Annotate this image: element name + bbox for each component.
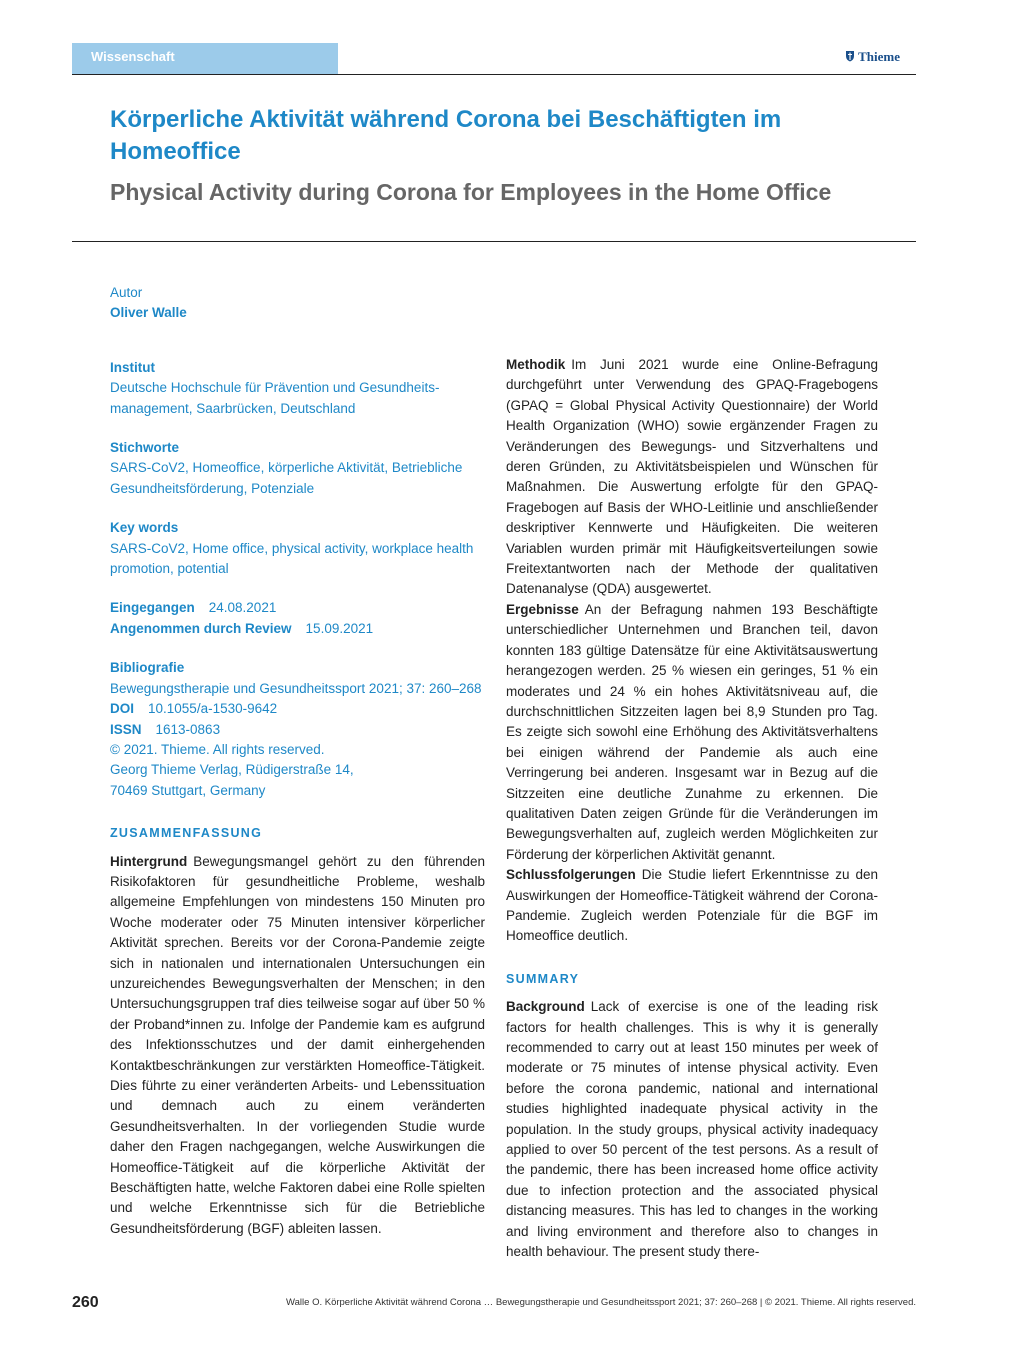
background-label: Background — [506, 999, 585, 1015]
accepted-date: 15.09.2021 — [305, 620, 374, 636]
issn-line — [110, 720, 485, 740]
author-name: Oliver Walle — [110, 305, 187, 321]
methodik-paragraph — [506, 355, 878, 600]
background-paragraph — [506, 997, 878, 1262]
section-tab: Wissenschaft — [72, 43, 338, 75]
thieme-logo-icon — [845, 50, 855, 62]
schluss-label: Schlussfolgerungen — [506, 867, 636, 883]
stichworte-text: SARS-CoV2, Homeoffice, körperliche Aktivität, Betriebliche Gesundheitsförderung, Potenziale — [110, 460, 463, 496]
accepted-label: Angenommen durch Review — [110, 620, 292, 636]
methodik-text: Im Juni 2021 wurde eine Online-Befragung durchgeführt unter Verwendung des GPAQ-Fragebogens (GPAQ = Global Physical Activity Questionnaire) der World Health Organization (WHO) sowie ergänzender Fragen zu Veränderungen des Bewegungs- und Sitzverhaltens und deren Gründen, zu Aktivitätsbeispielen und Wünschen für Maßnahmen. Die Auswertung erfolgte für den GPAQ-Fragebogen auf Basis der WHO-Leitlinie und anschließender deskriptiver Kennwerte und Häufigkeiten. Die weiteren Variablen wurden primär mit Häufigkeitsverteilungen sowie Freitextantworten nach der Methode der qualitativen Datenanalyse (QDA) ausgewertet. — [506, 357, 878, 597]
publisher-address-line-2: 70469 Stuttgart, Germany — [110, 782, 266, 798]
institute-block — [110, 358, 485, 419]
bibliography-label: Bibliografie — [110, 660, 185, 676]
issn-label: ISSN — [110, 721, 142, 737]
doi-line — [110, 699, 485, 719]
bibliography-journal: Bewegungstherapie und Gesundheitssport 2021; 37: 260–268 — [110, 680, 482, 696]
right-column — [506, 355, 878, 1262]
title-german: Körperliche Aktivität während Corona bei Beschäftigten im Homeoffice — [110, 106, 782, 165]
zusammenfassung-heading: ZUSAMMENFASSUNG — [110, 826, 263, 841]
doi-value[interactable]: 10.1055/a-1530-9642 — [148, 701, 278, 717]
keywords-text: SARS-CoV2, Home office, physical activity, workplace health promotion, potential — [110, 540, 474, 577]
copyright-text: © 2021. Thieme. All rights reserved. — [110, 741, 325, 757]
schluss-paragraph — [506, 865, 878, 947]
methodik-label: Methodik — [506, 357, 566, 372]
summary-heading: SUMMARY — [506, 971, 580, 986]
background-text: Lack of exercise is one of the leading risk factors for health challenges. This is why it is generally recommended to carry out at least 150 minutes per week of moderate or 75 minutes of intense physical activity. Even before the corona pandemic, national and international studies highlighted inadequate physical activity in the population. In the study groups, physical activity inadequacy applied to over 50 percent of the test persons. As a result of the pandemic, there has been increased home office activity due to infection protection and the associated physical distancing measures. This has led to changes in the working and living environment and therefore also to changes in health behaviour. The present study there- — [506, 999, 878, 1260]
keywords-block — [110, 518, 485, 579]
header-rule — [72, 74, 916, 75]
publisher-address-line-1: Georg Thieme Verlag, Rüdigerstraße 14, — [110, 762, 354, 778]
author-block — [110, 283, 485, 324]
stichworte-block — [110, 438, 485, 499]
publisher-logo — [845, 49, 900, 65]
title-rule — [72, 241, 916, 242]
received-date: 24.08.2021 — [208, 600, 277, 616]
stichworte-label: Stichworte — [110, 440, 180, 456]
hintergrund-label: Hintergrund — [110, 853, 188, 869]
left-column — [110, 283, 485, 1239]
issn-value: 1613-0863 — [155, 721, 221, 737]
ergebnisse-label: Ergebnisse — [506, 601, 579, 617]
received-line — [110, 598, 485, 618]
footer-citation: Walle O. Körperliche Aktivität während Corona … Bewegungstherapie und Gesundheitssport 2021; 37: 260–268 | © 2021. Thieme. All rights reserved. — [286, 1297, 916, 1308]
publisher-name: Thieme — [858, 49, 900, 64]
institute-label: Institut — [110, 359, 155, 375]
ergebnisse-paragraph — [506, 600, 878, 865]
dates-block — [110, 598, 485, 639]
accepted-line — [110, 619, 485, 639]
hintergrund-text: Bewegungsmangel gehört zu den führenden Risikofaktoren für gesundheitliche Probleme, weshalb allgemeine Empfehlungen von mindestens 150 Minuten pro Woche moderater oder 75 Minuten intensiver körperlicher Aktivität sprechen. Bereits vor der Corona-Pandemie zeigte sich in nationalen und internationalen Untersuchungen ein unzureichendes Bewegungsverhalten der Menschen; in den Untersuchungsgruppen traf dies teilweise sogar auf über 50 % der Proband*innen zu. Infolge der Pandemie kam es aufgrund des Infektionsschutzes und der damit einhergehenden Kontaktbeschränkungen zur verstärkten Homeoffice-Tätigkeit. Dies führte zu einer veränderten Arbeits- und Lebenssituation und demnach auch zu einem veränderten Gesundheitsverhalten. In der vorliegenden Studie wurde daher den Fragen nachgegangen, welche Auswirkungen die Homeoffice-Tätigkeit auf die körperliche Aktivität der Beschäftigten hatte, welche Faktoren dabei eine Rolle spielten und welche Erkenntnisse sich für die Betriebliche Gesundheitsförderung (BGF) ableiten lassen. — [110, 853, 485, 1236]
author-label: Autor — [110, 285, 143, 300]
ergebnisse-text: An der Befragung nahmen 193 Beschäftigte unterschiedlicher Unternehmen und Branchen teil, davon konnten 183 gültige Datensätze für eine Aktivitätsauswertung herangezogen werden. 25 % wiesen ein geringes, 51 % ein moderates und 24 % ein hohes Aktivitätsniveau auf, die durchschnittlichen Sitzzeiten lagen bei 8,9 Stunden pro Tag. Es zeigte sich sowohl eine Erhöhung des Aktivitätsverhaltens bei einigen während der Pandemie als auch eine Verringerung bei anderen. Insgesamt war in Bezug auf die Sitzzeiten eine deutliche Zunahme zu erkennen. Die qualitativen Daten zeigen Gründe für die Veränderungen im Bewegungsverhalten auf, zugleich werden Möglichkeiten zur Förderung der körperlichen Aktivität genannt. — [506, 601, 878, 862]
keywords-label: Key words — [110, 520, 179, 536]
schluss-text: Die Studie liefert Erkenntnisse zu den Auswirkungen der Homeoffice-Tätigkeit während der Corona-Pandemie. Zugleich werden Potenziale für die BGF im Homeoffice deutlich. — [506, 867, 878, 944]
bibliography-block — [110, 658, 485, 801]
institute-text: Deutsche Hochschule für Prävention und Gesundheitsmanagement, Saarbrücken, Deutschland — [110, 380, 440, 416]
doi-label: DOI — [110, 701, 135, 717]
page-number: 260 — [72, 1294, 99, 1311]
hintergrund-paragraph — [110, 852, 485, 1240]
title-english: Physical Activity during Corona for Employees in the Home Office — [110, 179, 832, 205]
received-label: Eingegangen — [110, 600, 195, 616]
